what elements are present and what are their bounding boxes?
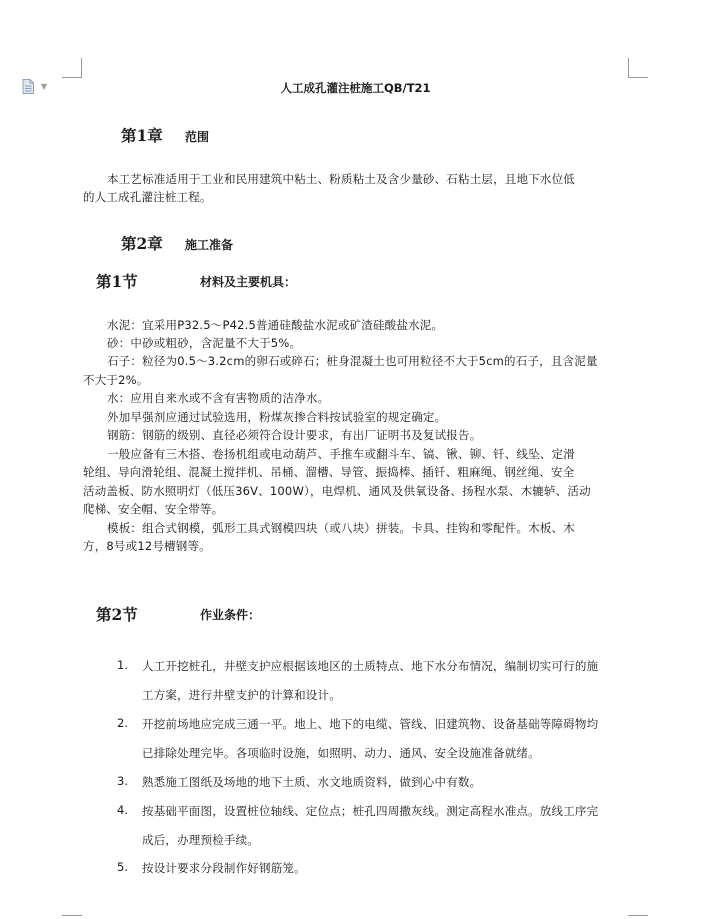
section-1-line-12: 模板：组合式钢模，弧形工具式钢模四块（或八块）拼装。卡具、挂钩和零配件。木板、木 xyxy=(107,521,575,535)
list-item-line: 成后，办理预检手续。 xyxy=(142,833,259,847)
section-1-label: 第1节 xyxy=(96,272,138,291)
chapter-1-label: 第1章 xyxy=(121,126,163,145)
chapter-2-name: 施工准备 xyxy=(185,238,234,252)
list-item-line: 工方案，进行井壁支护的计算和设计。 xyxy=(142,688,341,702)
crop-mark-bottom-right-h xyxy=(628,915,648,916)
section-2-label: 第2节 xyxy=(96,605,138,624)
section-1-line-6: 外加早强剂应通过试验选用，粉煤灰掺合料按试验室的规定确定。 xyxy=(107,410,447,424)
list-item-number: 1. xyxy=(117,658,128,672)
section-1-line-13: 方，8号或12号槽钢等。 xyxy=(83,539,211,553)
section-1-line-11: 爬梯、安全帽、安全带等。 xyxy=(83,502,224,516)
list-item-line: 开挖前场地应完成三通一平。地上、地下的电缆、管线、旧建筑物、设备基础等障碍物均 xyxy=(142,717,599,731)
crop-mark-top-right-h xyxy=(628,77,648,78)
crop-mark-top-left-v xyxy=(81,58,82,78)
section-1-line-2: 砂：中砂或粗砂，含泥量不大于5%。 xyxy=(107,336,302,350)
list-item-number: 3. xyxy=(117,774,128,788)
list-item-line: 按基础平面图，设置桩位轴线、定位点；桩孔四周撒灰线。测定高程水准点。放线工序完 xyxy=(142,804,599,818)
chapter-2-label: 第2章 xyxy=(121,234,163,253)
section-1-line-7: 钢筋：钢筋的级别、直径必须符合设计要求，有出厂证明书及复试报告。 xyxy=(107,428,482,442)
section-1-line-4: 不大于2%。 xyxy=(83,373,149,387)
dropdown-caret-icon[interactable]: ▼ xyxy=(41,82,48,91)
section-1-line-9: 轮组、导向滑轮组、混凝土搅拌机、吊桶、溜槽、导管、振捣棒、插钎、粗麻绳、钢丝绳、安全 xyxy=(83,465,575,479)
crop-mark-bottom-left-h xyxy=(62,915,82,916)
list-item-line: 熟悉施工图纸及场地的地下土质、水文地质资料，做到心中有数。 xyxy=(142,775,482,789)
section-2-name: 作业条件： xyxy=(200,608,261,622)
section-1-line-10: 活动盖板、防水照明灯（低压36V、100W），电焊机、通风及供氧设备、扬程水泵、木辘轳、活动 xyxy=(83,484,591,498)
section-1-name: 材料及主要机具： xyxy=(200,275,297,289)
list-item-number: 4. xyxy=(117,803,128,817)
list-item-number: 5. xyxy=(117,860,128,874)
section-1-line-8: 一般应备有三木搭、卷扬机组或电动葫芦、手推车或翻斗车、镐、锹、铆、钎、线坠、定滑 xyxy=(107,447,575,461)
list-item-line: 按设计要求分段制作好钢筋笼。 xyxy=(142,861,306,875)
section-1-line-1: 水泥：宜采用P32.5～P42.5普通硅酸盐水泥或矿渣硅酸盐水泥。 xyxy=(107,318,444,332)
chapter-1-name: 范围 xyxy=(185,130,210,144)
section-1-line-3: 石子：粒径为0.5～3.2cm的卵石或碎石；桩身混凝土也可用粒径不大于5cm的石子，且含泥量 xyxy=(107,354,598,368)
list-item-line: 已排除处理完毕。各项临时设施，如照明、动力、通风、安全设施准备就绪。 xyxy=(142,746,540,760)
crop-mark-top-left-h xyxy=(62,77,82,78)
chapter-1-text-line-1: 本工艺标准适用于工业和民用建筑中粘土、粉质粘土及含少量砂、石粘土层，且地下水位低 xyxy=(107,172,575,186)
section-1-line-5: 水：应用自来水或不含有害物质的洁净水。 xyxy=(107,391,330,405)
document-title: 人工成孔灌注桩施工QB/T21 xyxy=(280,81,431,95)
list-item-number: 2. xyxy=(117,716,128,730)
chapter-1-text-line-2: 的人工成孔灌注桩工程。 xyxy=(83,190,212,204)
list-item-line: 人工开挖桩孔，井壁支护应根据该地区的土质特点、地下水分布情况，编制切实可行的施 xyxy=(142,659,599,673)
crop-mark-top-right-v xyxy=(628,58,629,78)
